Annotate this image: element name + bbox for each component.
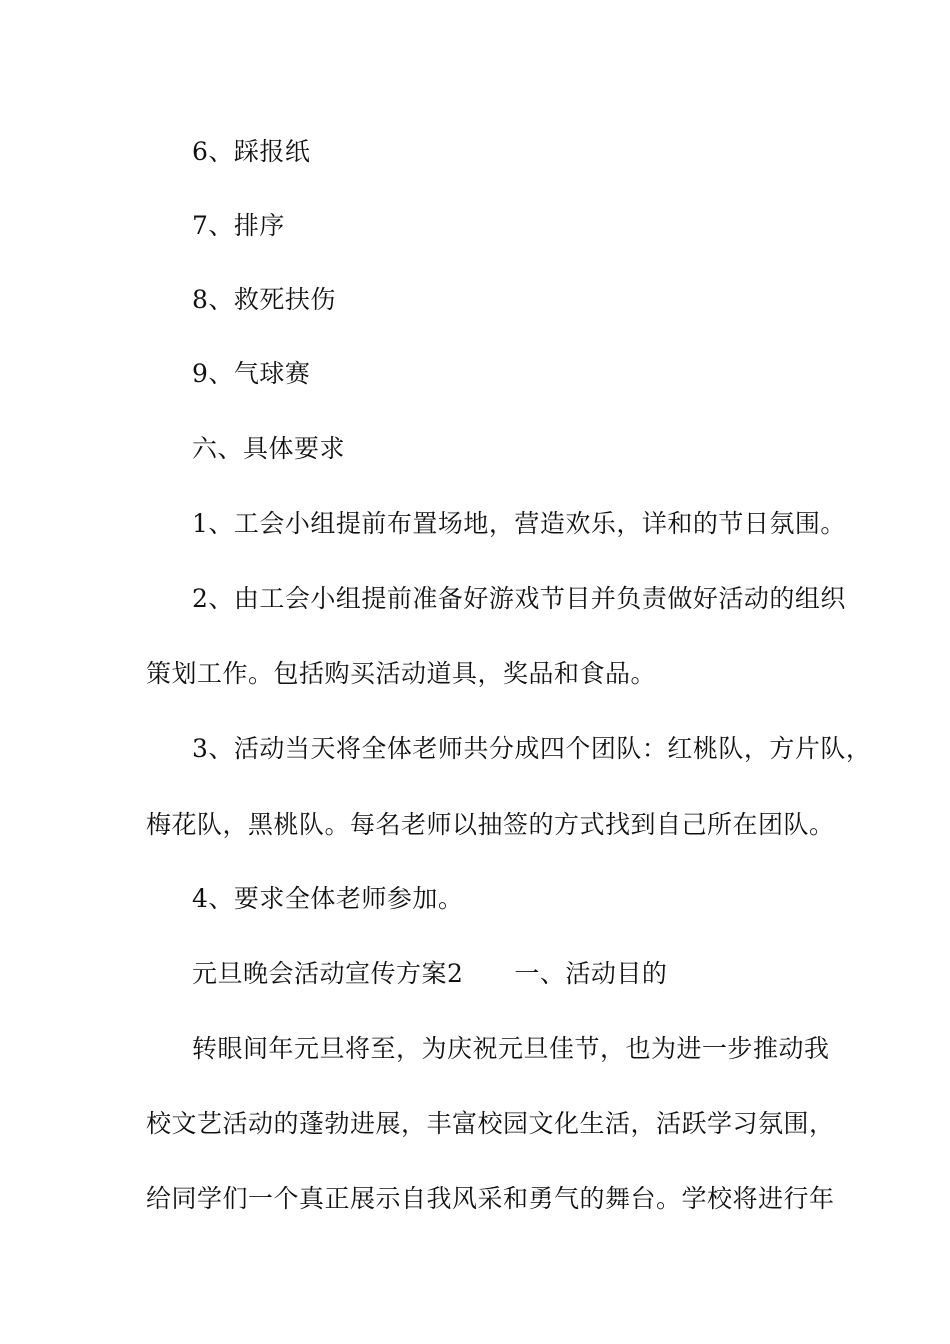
requirement-4: 4、要求全体老师参加。	[192, 884, 464, 913]
paragraph-line-3: 给同学们一个真正展示自我风采和勇气的舞台。学校将进行年	[146, 1184, 835, 1213]
list-item-7: 7、排序	[192, 211, 285, 240]
requirement-3-line-2: 梅花队，黑桃队。每名老师以抽签的方式找到自己所在团队。	[146, 810, 835, 839]
list-item-8: 8、救死扶伤	[192, 285, 336, 314]
requirement-3-line-1: 3、活动当天将全体老师共分成四个团队：红桃队，方片队，	[192, 734, 872, 763]
requirement-2-line-2: 策划工作。包括购买活动道具，奖品和食品。	[146, 659, 657, 688]
requirement-2-line-1: 2、由工会小组提前准备好游戏节目并负责做好活动的组织	[192, 584, 846, 613]
section-heading-requirements: 六、具体要求	[192, 434, 346, 463]
requirement-1: 1、工会小组提前布置场地，营造欢乐，详和的节日氛围。	[192, 509, 846, 538]
paragraph-line-2: 校文艺活动的蓬勃进展，丰富校园文化生活，活跃学习氛围，	[146, 1109, 835, 1138]
list-item-6: 6、踩报纸	[192, 137, 311, 166]
paragraph-line-1: 转眼间年元旦将至，为庆祝元旦佳节，也为进一步推动我	[192, 1034, 830, 1063]
list-item-9: 9、气球赛	[192, 359, 311, 388]
plan-2-heading: 元旦晚会活动宣传方案2 一、活动目的	[192, 959, 668, 988]
